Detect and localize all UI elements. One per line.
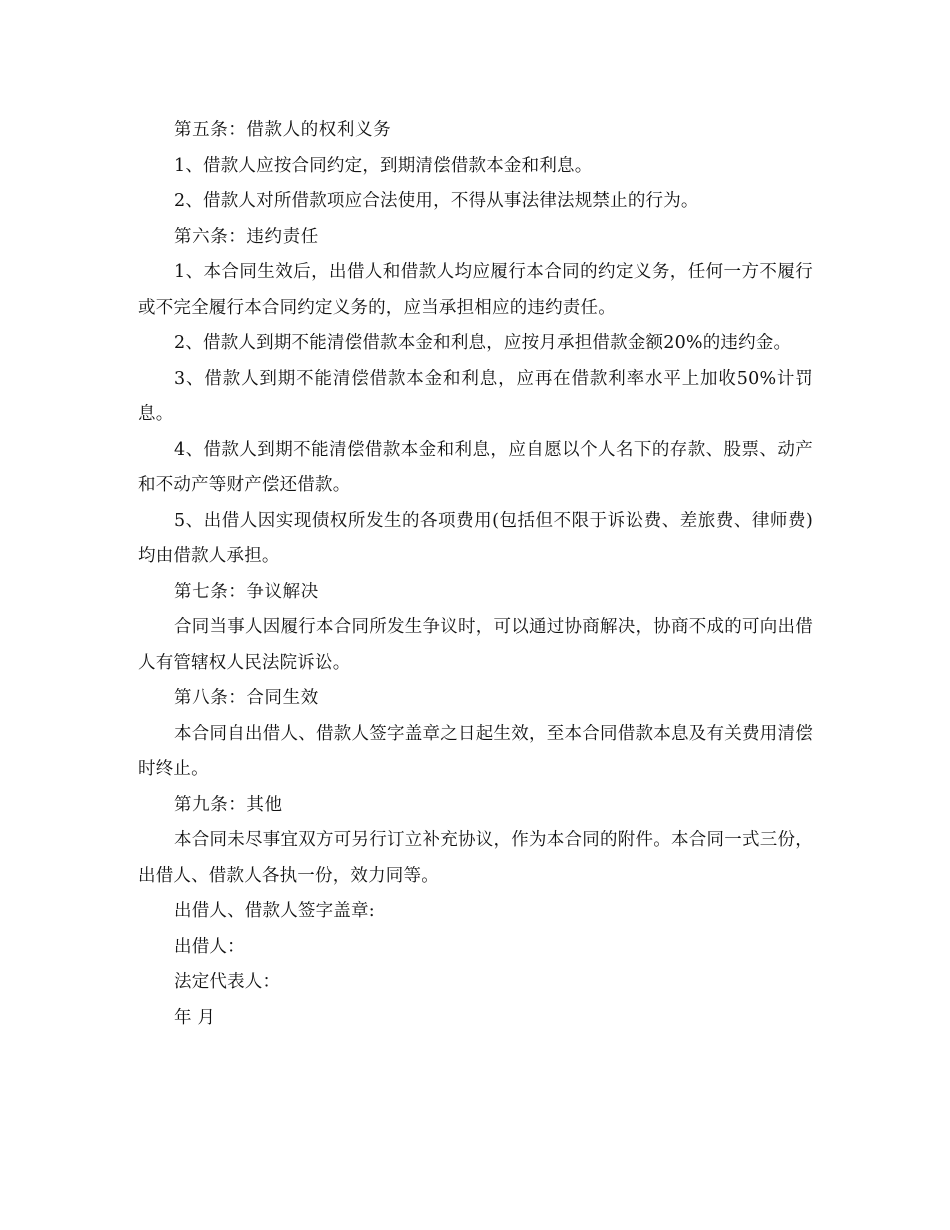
signature-date-label: 年 月 xyxy=(174,1007,216,1028)
article-7-body: 合同当事人因履行本合同所发生争议时，可以通过协商解决，协商不成的可向出借人有管辖权人民法院诉讼。 xyxy=(138,617,813,673)
article-8-body: 本合同自出借人、借款人签字盖章之日起生效，至本合同借款本息及有关费用清偿时终止。 xyxy=(138,723,813,779)
article-9-title: 第九条：其他 xyxy=(174,794,283,815)
article-6-clause-2: 2、借款人到期不能清偿借款本金和利息，应按月承担借款金额20%的违约金。 xyxy=(174,333,792,353)
article-6-clause-3: 3、借款人到期不能清偿借款本金和利息，应再在借款利率水平上加收50%计罚息。 xyxy=(138,368,813,424)
article-6-title: 第六条：违约责任 xyxy=(174,226,319,247)
article-6-clause-1: 1、本合同生效后，出借人和借款人均应履行本合同的约定义务，任何一方不履行或不完全履行本合同约定义务的，应当承担相应的违约责任。 xyxy=(138,262,813,318)
article-5-title: 第五条：借款人的权利义务 xyxy=(174,120,392,140)
article-7-title: 第七条：争议解决 xyxy=(174,581,319,602)
signature-representative-label: 法定代表人： xyxy=(174,972,281,992)
article-8-title: 第八条：合同生效 xyxy=(174,688,319,708)
article-6-clause-4: 4、借款人到期不能清偿借款本金和利息，应自愿以个人名下的存款、股票、动产和不动产等财产偿还借款。 xyxy=(138,439,813,495)
contract-body xyxy=(138,113,813,1036)
signature-section-title: 出借人、借款人签字盖章: xyxy=(174,901,375,921)
article-5-clause-2: 2、借款人对所借款项应合法使用，不得从事法律法规禁止的行为。 xyxy=(174,191,699,211)
signature-lender-label: 出借人： xyxy=(174,936,245,957)
article-9-body: 本合同未尽事宜双方可另行订立补充协议，作为本合同的附件。本合同一式三份，出借人、借款人各执一份，效力同等。 xyxy=(138,830,813,886)
article-5-clause-1: 1、借款人应按合同约定，到期清偿借款本金和利息。 xyxy=(174,155,593,176)
article-6-clause-5: 5、出借人因实现债权所发生的各项费用(包括但不限于诉讼费、差旅费、律师费)均由借款人承担。 xyxy=(138,510,813,566)
